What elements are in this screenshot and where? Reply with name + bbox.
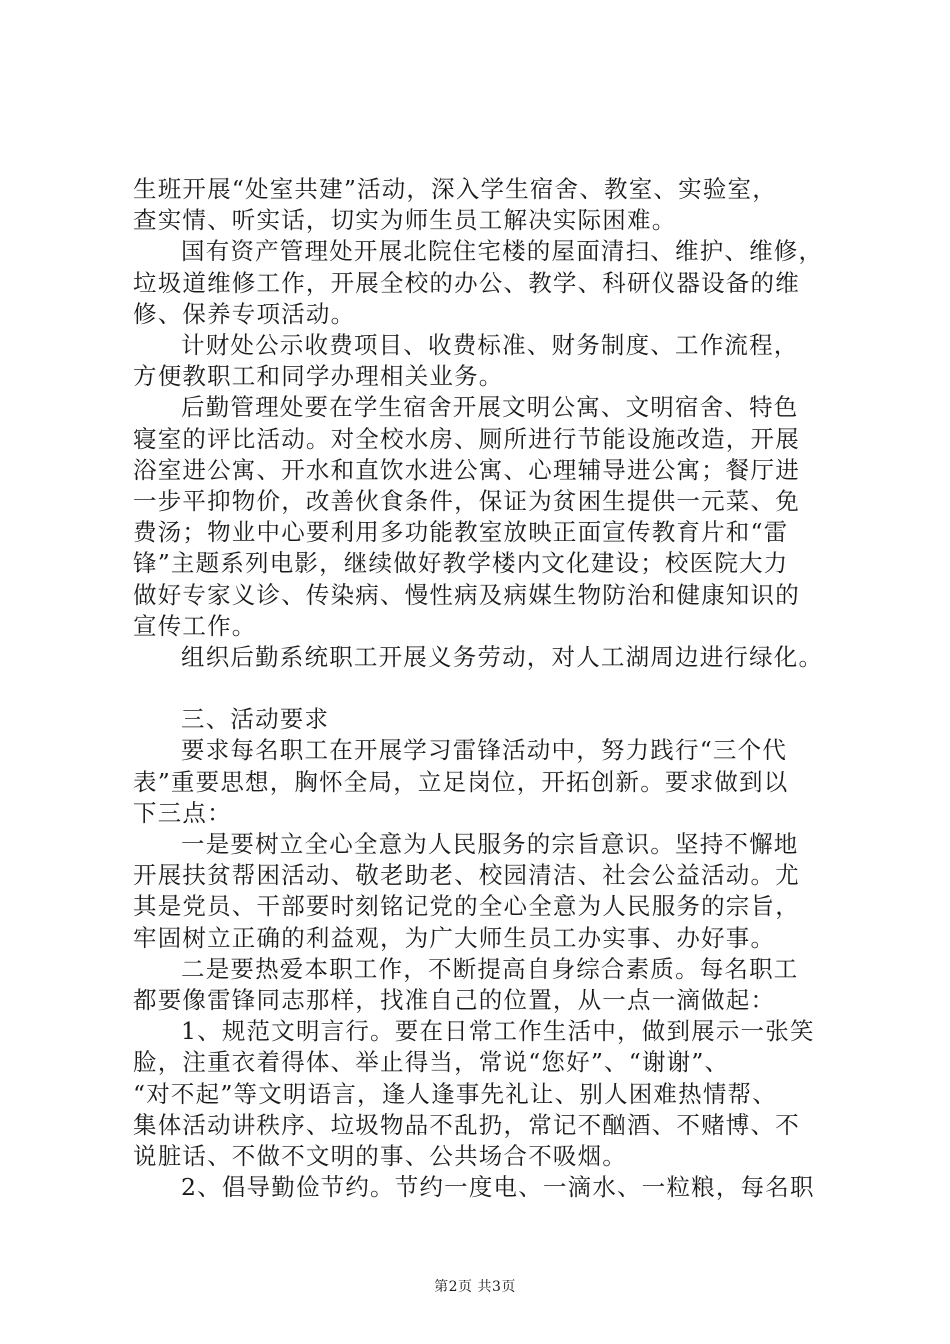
text-line: “对不起”等文明语言，逢人逢事先礼让、别人困难热情帮、 [133, 1079, 777, 1108]
document-body [133, 174, 843, 1204]
paragraph-start: 一是要树立全心全意为人民服务的宗旨意识。坚持不懈地 [181, 830, 799, 859]
text-line: 修、保养专项活动。 [133, 299, 356, 328]
section-heading: 三、活动要求 [181, 705, 330, 734]
text-line: 开展扶贫帮困活动、敬老助老、校园清洁、社会公益活动。尤 [133, 861, 800, 890]
text-line: 浴室进公寓、开水和直饮水进公寓、心理辅导进公寓；餐厅进 [133, 455, 800, 484]
paragraph-start: 组织后勤系统职工开展义务劳动，对人工湖周边进行绿化。 [181, 643, 824, 672]
text-line: 查实情、听实话，切实为师生员工解决实际困难。 [133, 206, 677, 235]
text-line: 做好专家义诊、传染病、慢性病及病媒生物防治和健康知识的 [133, 580, 800, 609]
text-line: 都要像雷锋同志那样，找准自己的位置，从一点一滴做起： [133, 986, 776, 1015]
paragraph-start: 计财处公示收费项目、收费标准、财务制度、工作流程， [181, 331, 799, 360]
page-number-footer: 第2页 共3页 [434, 1279, 516, 1295]
paragraph-start: 国有资产管理处开展北院住宅楼的屋面清扫、维护、维修， [181, 237, 824, 266]
paragraph-start: 要求每名职工在开展学习雷锋活动中，努力践行“三个代 [181, 736, 788, 765]
text-line: 牢固树立正确的利益观，为广大师生员工办实事、办好事。 [133, 923, 776, 952]
text-line: 费汤；物业中心要利用多功能教室放映正面宣传教育片和“雷 [133, 518, 789, 547]
text-line: 一步平抑物价，改善伙食条件，保证为贫困生提供一元菜、免 [133, 487, 800, 516]
paragraph-start: 二是要热爱本职工作，不断提高自身综合素质。每名职工 [181, 954, 799, 983]
paragraph-start: 1、规范文明言行。要在日常工作生活中，做到展示一张笑 [181, 1017, 815, 1046]
paragraph-gap [133, 673, 843, 704]
text-line: 方便教职工和同学办理相关业务。 [133, 362, 504, 391]
text-line: 下三点： [133, 798, 232, 827]
paragraph-start: 后勤管理处要在学生宿舍开展文明公寓、文明宿舍、特色 [181, 393, 799, 422]
text-line: 宣传工作。 [133, 611, 257, 640]
text-line: 说脏话、不做不文明的事、公共场合不吸烟。 [133, 1142, 627, 1171]
text-line: 垃圾道维修工作，开展全校的办公、教学、科研仪器设备的维 [133, 268, 800, 297]
paragraph-start: 2、倡导勤俭节约。节约一度电、一滴水、一粒粮，每名职 [181, 1173, 815, 1202]
text-line: 其是党员、干部要时刻铭记党的全心全意为人民服务的宗旨， [133, 892, 800, 921]
text-line: 脸，注重衣着得体、举止得当，常说“您好”、“谢谢”、 [133, 1048, 730, 1077]
text-line: 生班开展“处室共建”活动，深入学生宿舍、教室、实验室， [133, 175, 777, 203]
text-line: 锋”主题系列电影，继续做好教学楼内文化建设；校医院大力 [133, 549, 789, 578]
text-line: 表”重要思想，胸怀全局，立足岗位，开拓创新。要求做到以 [133, 767, 789, 796]
text-line: 集体活动讲秩序、垃圾物品不乱扔，常记不酗酒、不赌博、不 [133, 1110, 800, 1139]
text-line: 寝室的评比活动。对全校水房、厕所进行节能设施改造，开展 [133, 424, 800, 453]
